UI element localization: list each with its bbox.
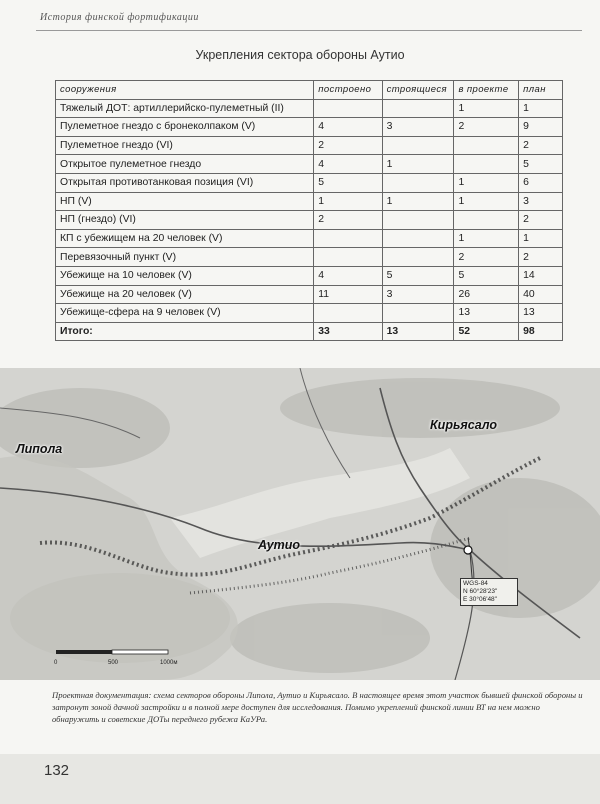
fortifications-table	[55, 80, 563, 341]
table-row	[56, 118, 563, 137]
map-label-autio: Аутио	[258, 538, 301, 552]
cell-structure-name: НП (гнездо) (VI)	[56, 211, 314, 230]
cell-under-construction: 1	[382, 192, 454, 211]
total-built: 33	[314, 322, 382, 341]
table-row	[56, 192, 563, 211]
cell-built	[314, 229, 382, 248]
cell-built: 5	[314, 173, 382, 192]
cell-structure-name: Пулеметное гнездо с бронеколпаком (V)	[56, 118, 314, 137]
total-plan: 98	[519, 322, 563, 341]
header-rule	[36, 30, 582, 31]
cell-structure-name: Открытое пулеметное гнездо	[56, 155, 314, 174]
col-header-under-construction: строящиеся	[382, 81, 454, 100]
cell-under-construction	[382, 99, 454, 118]
cell-structure-name: Открытая противотанковая позиция (VI)	[56, 173, 314, 192]
scale-label-end: 1000м	[160, 660, 178, 666]
cell-under-construction: 5	[382, 266, 454, 285]
table-row	[56, 248, 563, 267]
cell-structure-name: Тяжелый ДОТ: артиллерийско-пулеметный (II)	[56, 99, 314, 118]
cell-structure-name: Убежище-сфера на 9 человек (V)	[56, 304, 314, 323]
cell-in-project: 1	[454, 99, 519, 118]
table-row	[56, 266, 563, 285]
cell-under-construction	[382, 136, 454, 155]
wgs-longitude: E 30°06'48"	[463, 596, 497, 603]
cell-built: 4	[314, 266, 382, 285]
sector-map	[0, 368, 600, 680]
cell-plan: 13	[519, 304, 563, 323]
cell-under-construction: 1	[382, 155, 454, 174]
map-label-lipola: Липола	[16, 442, 63, 456]
scale-label-start: 0	[54, 660, 58, 666]
table-row	[56, 229, 563, 248]
table-row	[56, 136, 563, 155]
cell-plan: 5	[519, 155, 563, 174]
col-header-plan: план	[519, 81, 563, 100]
cell-built: 1	[314, 192, 382, 211]
cell-plan: 1	[519, 99, 563, 118]
cell-structure-name: Убежище на 20 человек (V)	[56, 285, 314, 304]
col-header-built: построено	[314, 81, 382, 100]
cell-under-construction	[382, 173, 454, 192]
cell-plan: 2	[519, 211, 563, 230]
cell-built: 2	[314, 136, 382, 155]
total-label: Итого:	[56, 322, 314, 341]
col-header-structures: сооружения	[56, 81, 314, 100]
scale-label-mid: 500	[108, 660, 119, 666]
cell-in-project: 1	[454, 173, 519, 192]
cell-plan: 14	[519, 266, 563, 285]
cell-in-project: 1	[454, 229, 519, 248]
footer-band	[0, 754, 600, 804]
cell-plan: 3	[519, 192, 563, 211]
cell-structure-name: Перевязочный пункт (V)	[56, 248, 314, 267]
cell-plan: 2	[519, 248, 563, 267]
wgs-latitude: N 60°28'23"	[463, 588, 498, 595]
location-marker	[464, 546, 472, 554]
cell-in-project: 2	[454, 118, 519, 137]
cell-built	[314, 304, 382, 323]
cell-in-project	[454, 155, 519, 174]
cell-built	[314, 248, 382, 267]
table-row	[56, 285, 563, 304]
cell-built: 4	[314, 118, 382, 137]
cell-plan: 6	[519, 173, 563, 192]
cell-in-project: 5	[454, 266, 519, 285]
table-header-row	[56, 81, 563, 100]
cell-plan: 1	[519, 229, 563, 248]
cell-under-construction: 3	[382, 118, 454, 137]
cell-structure-name: Пулеметное гнездо (VI)	[56, 136, 314, 155]
cell-in-project	[454, 211, 519, 230]
cell-under-construction	[382, 248, 454, 267]
map-drawing	[0, 368, 600, 680]
coordinates-box	[460, 578, 518, 606]
cell-in-project: 2	[454, 248, 519, 267]
page-number: 132	[44, 762, 70, 779]
cell-in-project: 13	[454, 304, 519, 323]
total-in-project: 52	[454, 322, 519, 341]
table-row	[56, 173, 563, 192]
cell-built: 2	[314, 211, 382, 230]
cell-in-project: 1	[454, 192, 519, 211]
map-caption: Проектная документация: схема секторов обороны Липола, Аутио и Кирьясало. В настоящее время этот участок бывшей финской обороны и затронут зоной дачной застройки и в полной мере доступен для исследования. Помимо укреплений финской линии ВТ на нем можно обнаружить и советские ДОТы переднего рубежа КаУРа.	[52, 690, 583, 724]
table-total-row	[56, 322, 563, 341]
cell-under-construction: 3	[382, 285, 454, 304]
cell-under-construction	[382, 304, 454, 323]
map-label-kiryasalo: Кирьясало	[430, 418, 498, 432]
table-title: Укрепления сектора обороны Аутио	[195, 48, 405, 62]
cell-in-project	[454, 136, 519, 155]
cell-structure-name: НП (V)	[56, 192, 314, 211]
cell-plan: 9	[519, 118, 563, 137]
total-under-construction: 13	[382, 322, 454, 341]
table-row	[56, 304, 563, 323]
cell-plan: 40	[519, 285, 563, 304]
cell-under-construction	[382, 211, 454, 230]
cell-built: 4	[314, 155, 382, 174]
cell-under-construction	[382, 229, 454, 248]
table-row	[56, 99, 563, 118]
cell-built	[314, 99, 382, 118]
cell-structure-name: КП с убежищем на 20 человек (V)	[56, 229, 314, 248]
cell-structure-name: Убежище на 10 человек (V)	[56, 266, 314, 285]
cell-in-project: 26	[454, 285, 519, 304]
table-row	[56, 155, 563, 174]
cell-built: 11	[314, 285, 382, 304]
col-header-planned-project: в проекте	[454, 81, 519, 100]
running-title: История финской фортификации	[40, 12, 199, 23]
cell-plan: 2	[519, 136, 563, 155]
wgs-datum: WGS-84	[463, 580, 488, 587]
table-row	[56, 211, 563, 230]
